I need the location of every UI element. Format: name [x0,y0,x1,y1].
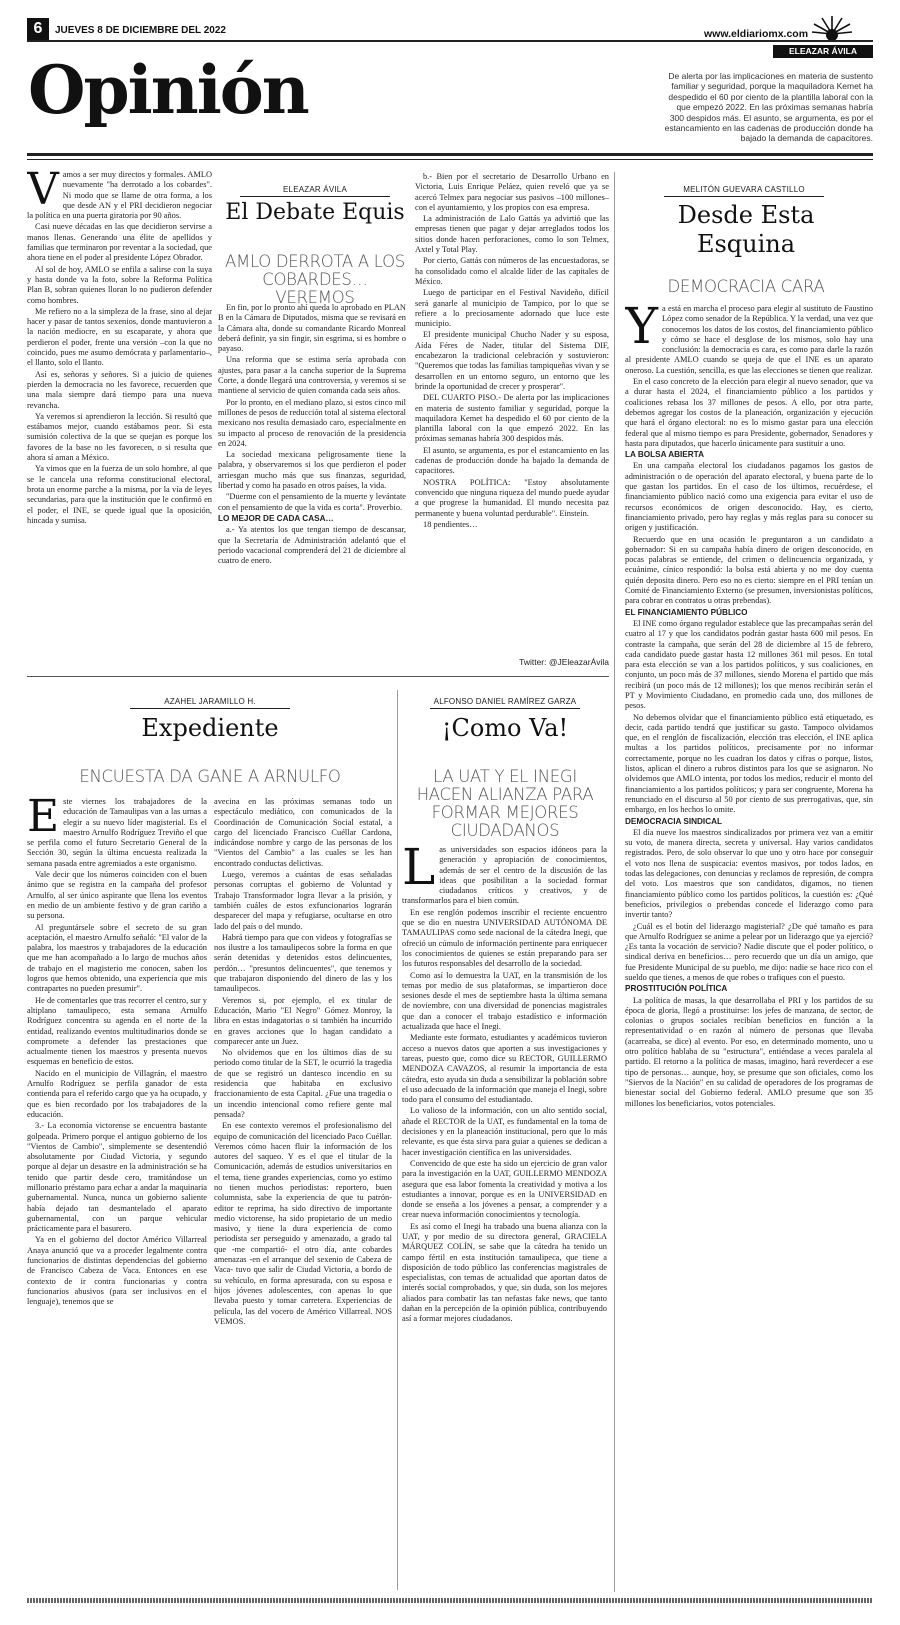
section-divider [27,676,609,677]
paragraph: En una campaña electoral los ciudadanos pagamos los gastos de administración o de operación del aparato electoral, y buena parte de lo que gastan los partidos. En el caso de los ültimos, recuérdese, el financiamiento público nació como una exigencia para evitar el uso de recursos económicos de origen desconocido. Hay, es cierto, financiamiento privado, pero hay reglas y más reglas para su conocer su origen y justificación. [625,461,873,533]
paragraph: Ya vimos que en la fuerza de un solo hombre, al que se le cancela una reforma constitucional electoral, brota un enorme parche a la misma, por la vía de leyes secundarias, para que la institución que le confirmó en el poder, el INE, se quede igual que la oposición, hincada y sumisa. [27,464,212,525]
debate-column-1 [218,303,406,648]
debate-column-2 [415,172,609,647]
comova-title: ¡Como Va! [441,714,569,742]
paragraph: La política de masas, la que desarrollaba el PRI y los partidos de su época de gloria, llegó a prostituirse: los jefes de manzana, de sector, de colonias o grupos sociales recibían beneficios en función a la representatividad o en razón al número de personas que llevaba (acarreaba, se dice) al evento. Por eso, en determinado momento, uno u otro político hablaba de su "estructura", entiéndase a veces paralela al partido. El retorno a la política de masas, imagino, hará reverdecer a ese tipo de personas… aunque, hoy, se presume que son oficiales, como los "Siervos de la Nación" en su calidad de operadores de los programas de bienestar social del Gobierno federal. AMLO presume que son 35 millones los beneficiarios, votos potenciales. [625,995,873,1108]
paragraph: El día nueve los maestros sindicalizados por primera vez van a emitir su voto, de manera directa, secreta y universal. Hay varios candidatos registrados. Pero, de solo observar lo que uno y otro hace por conseguir el voto nos llena de suspicacia: eventos masivos, por todos lados, en todas las delegaciones, con denuncias y reclamos de represión, de compra del voto. Los maestros que son candidatos, digamos, no tienen financiamiento público como los partidos políticos, la cuestión es: ¿Qué beneficios, privilegios o prebendas concede el liderazgo como para invertir tanto? [625,827,873,920]
paragraph: No olvidemos que en los últimos días de su periodo como titular de la SET, le ocurrió la tragedia de que se registró un dantesco incendio en su residencia que habitaba en exclusivo fraccionamiento de esta Capital. ¿Fue una tragedia o un incendio intencional como refiere gente mal pensada? [214,1048,392,1119]
paragraph: Por lo pronto, en el mediano plazo, si estos cinco mil millones de pesos de reducción total al sistema electoral mexicano nos resulta demasiado caro, especialmente en su impacto al proceso de renovación de la presidencia en 2024. [218,397,406,448]
paragraph: b.- Bien por el secretario de Desarrollo Urbano en Victoria, Luis Enrique Peláez, quien reveló que ya se acercó Telmex para negociar sus pasivos –100 millones– con el ayuntamiento, y los propios con esa empresa. [415,172,609,212]
comova-byline: ALFONSO DANIEL RAMÍREZ GARZA [430,697,580,709]
esquina-title-line2: Esquina [696,230,796,258]
drop-cap: V [27,170,59,215]
paragraph: Vamos a ser muy directos y formales. AMLO nuevamente "ha derrotado a los cobardes". Ni modo que se llame de otra forma, a los que desde AN y el PRI decidieron negociar la política en una puerta giratoria por 90 años. [27,170,212,221]
paragraph: Convencido de que este ha sido un ejercicio de gran valor para la investigación en la UAT, GUILLERMO MENDOZA asegura que esa labor fomenta la creatividad y motiva a los estudiantes a innovar, porque es en la UNIVERSIDAD en donde se enseña a los jóvenes a pensar, a comprender y a crear nueva información conocimientos y tecnología. [402,1158,607,1220]
paragraph: La sociedad mexicana peligrosamente tiene la palabra, y observaremos si los que perdieron el poder arriesgan mucho más que sus finanzas, seguridad, libertad y como ha pasado en otros países, la vida. [218,450,406,491]
comova-column [402,845,607,1590]
esquina-headline: DEMOCRACIA CARA [667,277,825,296]
paragraph: Como así lo demuestra la UAT, en la transmisión de los temas por medio de sus plataformas, se impartieron doce sesiones desde el mes de septiembre hasta la última semana de noviembre, con una diversidad de ponencias magistrales que dan a conocer el trabajo estadístico e información actualizada que hace el Inegi. [402,970,607,1032]
site-url[interactable]: www.eldiariomx.com [704,28,809,40]
paragraph: Lo valioso de la información, con un alto sentido social, añade el RECTOR de la UAT, es fundamental en la toma de decisiones y en la planeación institucional, pero que lo más relevante, es que ésta sirva para guiar a quienes se dedican a hacer investigación científica en las universidades. [402,1106,607,1157]
paragraph: He de comentarles que tras recorrer el centro, sur y altiplano tamaulipeco, esta semana Arnulfo Rodríguez concentra su agenda en el norte de la entidad, realizando eventos multitudinarios donde se compromete a defender las prestaciones que actualmente tienen los maestros y presenta nuevos esquemas en beneficio de estos. [27,995,207,1067]
header-date: JUEVES 8 DE DICIEMBRE DEL 2022 [55,25,226,36]
paragraph: Ya está en marcha el proceso para elegir al sustituto de Faustino López como senador de la República. Y la verdad, una vez que conocemos los datos de los costos, del financiamiento público y cómo se hace el desglose de los mismos, solo hay una conclusión: la democracia es cara, es como para darle la razón al presidente AMLO cuando se queja de que el INE es un aparato oneroso. La cuestión, sencilla, es que las elecciones se tienen que realizar. [625,304,873,375]
teaser-author: ELEAZAR ÁVILA [789,46,857,56]
debate-title: El Debate Equis [225,200,405,225]
paragraph: Casi nueve décadas en las que decidieron servirse a manos llenas. Generando una élite de apellidos y familias que terminaron por reventar a la sociedad, que ahora tiene en el poder al presidente López Obrador. [27,222,212,263]
debate-headline: AMLO DERROTA A LOS COBARDES… VEREMOS [225,252,405,308]
twitter-handle[interactable]: Twitter: @JEleazarÁvila [519,657,609,667]
paragraph: Al preguntársele sobre el secreto de su gran aceptación, el maestro Arnulfo señaló: "El valor de la palabra, los maestros y trabajadores de la educación que me han acompañado a lo largo de muchos años de trabajo en el magisterio me conocen, saben los logros que hemos obtenido, una experiencia que mis contrapartes no pueden presumir". [27,922,207,994]
esquina-subhead-3: DEMOCRACIA SINDICAL [625,816,723,826]
column-separator-right [614,172,615,1592]
expediente-byline: AZAHEL JARAMILLO H. [130,697,290,709]
paragraph: Por cierto, Gattás con números de las encuestadoras, se ha consolidado como el alcalde líder de las capitales de México. [415,256,609,286]
paragraph: Las universidades son espacios idóneos para la generación y apropiación de conocimientos, además de ser el centro de la discusión de las ideas que posibilitan a la sociedad formar ciudadanos críticos y creativos, y de transformarlos para el bien común. [402,845,607,906]
esquina-subhead-2: EL FINANCIAMIENTO PÚBLICO [625,607,748,617]
paragraph: Una reforma que se estima sería aprobada con ajustes, para pasar a la cancha superior de la Suprema Corte, a donde llegará una controversia, y veremos si se mantiene al servicio de quien comanda cada seis años. [218,355,406,396]
comova-headline: LA UAT Y EL INEGI HACEN ALIANZA PARA FORMAR MEJORES CIUDADANOS [416,767,594,841]
esquina-subhead-4: PROSTITUCIÓN POLÍTICA [625,984,728,994]
teaser-author-tag [773,45,873,58]
esquina-byline: MELITÓN GUEVARA CASTILLO [664,185,824,197]
esquina-title-line1: Desde Esta [677,201,815,229]
footer-hatch-band [27,1598,873,1603]
paragraph: Luego, veremos a cuántas de esas señaladas personas corruptas el gobierno de Voluntad y Trabajo Transformador logra llevar a la prisión, y también cuáles de estos exfuncionarios lograrán desparecer del mapa y refugiarse, ocultarse en otro lado del país o del mundo. [214,870,392,931]
paragraph: Así es, señoras y señores. Si a juicio de quienes pierden la democracia no les favorece, recuerden que una mala siempre dará tiempo para una nueva revancha. [27,369,212,410]
paragraph: Es así como el Inegi ha trabado una buena alianza con la UAT, y por medio de su directora general, GRACIELA MÁRQUEZ COLÍN, se sabe que la cátedra ha tenido un campo fértil en esta institución tamaulipeca, que tiene a disposición de todo público las conferencias magistrales de especialistas, con temas de actualidad que aportan datos de interés social comprobados, y que, sin duda, son los mejores aliados para combatir las tan nefastas fake news, que tanto dañan en la percepción de la opinión pública, contribuyendo así a formar mejores ciudadanos. [402,1221,607,1324]
sun-logo-icon [810,14,854,40]
paragraph: El asunto, se argumenta, es por el estancamiento en las cadenas de producción donde ha bajado la demanda de capacitores. [415,445,609,476]
debate-byline: ELEAZAR ÁVILA [240,185,390,197]
paragraph: No debemos olvidar que el financiamiento público está etiquetado, es decir, cada partido tendrá que justificar su gasto. Tampoco olvidamos que, en el renglón de fiscalización, elección tras elección, el INE aplica multas a los partidos políticos, precisamente por no informar correctamente, porque no les cuadran los datos y cifras o porque, listos, listos, aplican el dinero a rubros distintos para los que se asignaron. No olvidemos que AMLO intenta, por todos los medios, reducir el monto del financiamiento a los partidos políticos; y para ser congruente, Morena ha renunciado en el discurso al 50 por ciento de sus prerrogativas, que, sin embargo, en los hechos lo omite. [625,712,873,815]
paragraph: 18 pendientes… [423,519,478,529]
paragraph: NOSTRA POLÍTICA: "Estoy absolutamente convencido que ninguna riqueza del mundo puede ayudar a que progrese la humanidad. El mundo necesita paz permanente y buena voluntad perdurable". Einstein. [415,477,609,518]
paragraph: a.- Ya atentos los que tengan tiempo de descansar, que la Secretaría de Administración adelantó que el periodo vacacional comprenderá del 21 de diciembre al cuatro de enero. [218,525,406,566]
expediente-column-1 [27,797,207,1590]
paragraph: En ese renglón podemos inscribir el reciente encuentro que se dio en nuestra UNIVERSIDAD AUTÓNOMA DE TAMAULIPAS como sede nacional de la cátedra Inegi, que ofreció un cúmulo de información pertinente para enriquecer los conocimientos de quienes se están preparando para ser los futuros responsables del desarrollo de la sociedad. [402,907,607,969]
paragraph: Este viernes los trabajadores de la educación de Tamaulipas van a las urnas a elegir a su nuevo líder magisterial. Es el maestro Arnulfo Rodríguez Treviño el que se perfila como el futuro Secretario General de la Sección 30, según la última encuesta realizada la semana pasada entre agremiados a este organismo. [27,797,207,868]
paragraph: Habrá tiempo para que con videos y fotografías se nos ilustre a los tamaulipecos sobre la forma en que serán detenidas y detenidos estos delincuentes, perdón… "presuntos delincuentes", que tenemos y que trabajaron disponiendo del dinero de las y los tamaulipecos. [214,932,392,994]
page-number-box [27,18,49,40]
paragraph: "Duerme con el pensamiento de la muerte y levántate con el pensamiento de que la vida es corta". Proverbio. [218,492,406,512]
paragraph: Veremos si, por ejemplo, el ex titular de Educación, Mario "El Negro" Gómez Monroy, la libra en estas indagatorias o si también ha incurrido en graves acciones que lo hagan candidato a comparecer ante un Juez. [214,995,392,1046]
expediente-headline: ENCUESTA DA GANE A ARNULFO [79,767,341,786]
column-separator-middle [397,690,398,1590]
paragraph: ¿Cuál es el botín del liderazgo magisterial? ¿De qué tamaño es para que Arnulfo Rodríguez se anime a pelear por un liderazgo que ya ejerció? ¿Es tanta la vocación de servicio? Nadie discute que el poder político, o sindical deriva en beneficios… pero recuerdo que un día un amigo, que fue Presidente Municipal de su pueblo, me dijo: nadie se hace rico con el sueldo que tienes, a menos de que robes o trafiques con el puesto. [625,921,873,982]
paragraph: En fin, por lo pronto ahí queda lo aprobado en PLAN B en la Cámara de Diputados, misma que se revisará en la Cámara alta, donde su comandante Ricardo Monreal deberá definir, ya sin fingir, sin esgrima, si es hombre o payaso. [218,303,406,354]
header-rule [27,40,873,42]
esquina-subhead-1: LA BOLSA ABIERTA [625,450,704,460]
column-left-top [27,170,212,656]
title-rule-thick [27,153,873,156]
paragraph: DEL CUARTO PISO.- De alerta por las implicaciones en materia de sustento familiar y seguridad, porque la maquiladora Kemet ha despedido el 60 por ciento de la plantilla laboral con la que empezó 2022. En las próximas semanas habría 300 despidos más. [415,393,609,444]
section-title: Opinión [28,51,308,129]
paragraph: Me refiero no a la simpleza de la frase, sino al dejar hacer y pasar de tantos sexenios, donde mantuvieron a la nación mediocre, en su escaparate, y ahora que perdieron el poder, frente una versión –con la que no coincido, pues me asumo demócrata y parlamentario–, el llanto, solo el llanto. [27,306,212,368]
paragraph: La administración de Lalo Gattás ya advirtió que las empresas tienen que pagar y dejar arreglados todos los sitios donde hacen perforaciones, como lo son Telmex, Axtel y Total Play. [415,214,609,255]
drop-cap: Y [625,304,659,355]
page-number: 6 [33,20,43,37]
paragraph: Ya en el gobierno del doctor Américo Villarreal Anaya anunció que va a proceder legalmente contra funcionarios de distintas dependencias del gobierno de Francisco Cabeza de Vaca. Entonces en ese contexto de ir contra funcionarias y contra funcionarios abusivos (para ser inclusivos en el lenguaje), tenemos que se [27,1235,207,1307]
paragraph: Nacido en el municipio de Villagrán, el maestro Arnulfo Rodríguez se perfila ganador de esta contienda para el referido cargo que ya ha ocupado, y que es bien recordado por los trabajadores de la educación. [27,1068,207,1119]
teaser-text: De alerta por las implicaciones en materia de sustento familiar y seguridad, porque la maquiladora Kemet ha despedido el 60 por ciento de la plantilla laboral con la que empezó 2022. En las próximas semanas habría 300 despidos más. El asunto, se argumenta, es por el estancamiento en las cadenas de producción donde ha bajado la demanda de capacitores. [664,71,873,144]
paragraph: El presidente municipal Chucho Nader y su esposa, Aída Féres de Nader, titular del Sistema DIF, encabezaron la tradicional celebración y sostuvieron: "Queremos que todas las familias tampiqueñas vivan y se desarrollen en un entorno seguro, un entorno que les brinde la oportunidad de crecer y prosperar". [415,330,609,391]
paragraph: En ese contexto veremos el profesionalismo del equipo de comunicación del licenciado Paco Cuéllar. Veremos cómo hacen fluir la información de los autores del saqueo. Y es el que el titular de la Comunicación, además de estudios universitarios en el tema, tiene grandes experiencias, como yo estimo no tienen muchos periodistas: reportero, buen columnista, sabe la experiencia de que tu patrón-editor te reprima, ha sido directivo de importante medio victorense, ha sido propietario de un medio masivo, y tiene la dura experiencia de como periodista ser perseguido y amenazado, a grado tal que -me compartió- el otro día, ante cobardes amenazas -en el arranque del sexenio de Cabeza de Vaca- tuvo que salir de Ciudad Victoria, a bordo de su vehículo, en forma apresurada, con su esposa e hijos jóvenes adolescentes, con apenas lo que llevaba puesto y tomar carretera. Experiencias de película, las del vocero de Américo Villarreal. NOS VEMOS. [214,1121,392,1326]
paragraph: Al sol de hoy, AMLO se enfila a salirse con la suya y hasta donde va la foto, sobre la Reforma Política Plan B, sobran quienes lloran lo no pudieron defender como hombres. [27,264,212,305]
drop-cap: L [402,845,436,896]
paragraph: avecina en las próximas semanas todo un espectáculo mediático, con comunicados de la Coordinación de Comunicación Social estatal, a cargo del licenciado Francisco Cuéllar Cardona, indicándose nombre y cargo de las personas de los "Vientos del Cambio" a las cuales se les han encontrado conductas delictivas. [214,797,392,868]
paragraph: Luego de participar en el Festival Navideño, difícil será ganarle al municipio de Tampico, por lo que se refiere a lo preciosamente adornado que luce este municipio. [415,288,609,329]
paragraph: Vale decir que los números coinciden con el buen ánimo que se registra en la campaña del profesor Arnulfo, al ser único aspirante que llena los eventos en medio de un ambiente festivo y de gran cariño a su persona. [27,870,207,921]
paragraph: En el caso concreto de la elección para elegir al nuevo senador, que va a durar hasta el 2024, el financiamiento público a los partidos y coaliciones rebasa los 37 millones de pesos. A ello, por otra parte, debemos agregar los costos de la planeación, organización y ejecución que hará el órgano electoral: no es lo mismo gastar para una elección federal que al mismo tiempo es para Presidente, gobernador, Senadores y hasta para diputados, que hacerlo únicamente para sustituir a uno. [625,377,873,448]
paragraph: Mediante este formato, estudiantes y académicos tuvieron acceso a nuevos datos que aporten a sus investigaciones y tareas, puesto que, como dice su RECTOR, GUILLERMO MENDOZA CAVAZOS, al resumir la importancia de esta cátedra, esto ayuda sin duda a sensibilizar la población sobre el uso adecuado de la información que maneja el Inegi, sobre todo para el consumo del estudiantado. [402,1033,607,1105]
paragraph: 3.- La economía victorense se encuentra bastante golpeada. Primero porque el antiguo gobierno de los "Vientos de Cambio", simplemente se desentendió absolutamente por Ciudad Victoria, y segundo porque al dejar un desastre en la administración se ha tenido que partir desde cero, tramitándose un millonario préstamo para echar a andar la maquinaria gubernamental. Nunca, nunca un gobierno saliente había dejado tan desmantelado el aparato gubernamental, con un parque vehicular prácticamente para el basurero. [27,1121,207,1234]
paragraph: Ya veremos si aprendieron la lección. Si resultó que estábamos mejor, cuando estábamos peor. Si esta sumisión colectiva de la que se quejan es porque los favores de la base no les favorecen, o si resulta que ahora sí aman a México. [27,411,212,463]
paragraph: Recuerdo que en una ocasión le preguntaron a un candidato a gobernador: Si en su campaña había dinero de origen desconocido, en pocas palabras se entiende, del crimen o delincuencia organizada, y ecuánime, cínico respondió: la bolsa está abierta y no me doy cuenta quién deposita dinero. Pero eso no es cierto: siempre en el PRI tenían un Comité de Financiamiento Externo (se presumen, inversionistas políticos, para cobrar en contratos u otras prebendas). [625,534,873,606]
esquina-column [625,304,873,1589]
expediente-title: Expediente [141,714,279,742]
expediente-column-2 [214,797,392,1590]
drop-cap: E [27,797,60,842]
title-rule-thin [27,159,873,160]
paragraph: El INE como órgano regulador establece que las precampañas serán del cuatro al 17 y que los candidatos podrán gastar hasta 600 mil pesos. En contraste la campaña, que serán del 28 de diciembre al 15 de febrero, cada candidato puede gastar hasta 12 millones 361 mil pesos. En total para esta elección se van a los partidos políticos, y sus coaliciones, en conjunto, un poco más de 37 millones, siendo Morena el partido que más recibirá (un poco más de 12 millones); los que menos recibirán serán el PT y Movimiento Ciudadano, en promedio cada uno, dos millones de pesos. [625,618,873,711]
debate-subhead: LO MEJOR DE CADA CASA… [218,513,334,523]
